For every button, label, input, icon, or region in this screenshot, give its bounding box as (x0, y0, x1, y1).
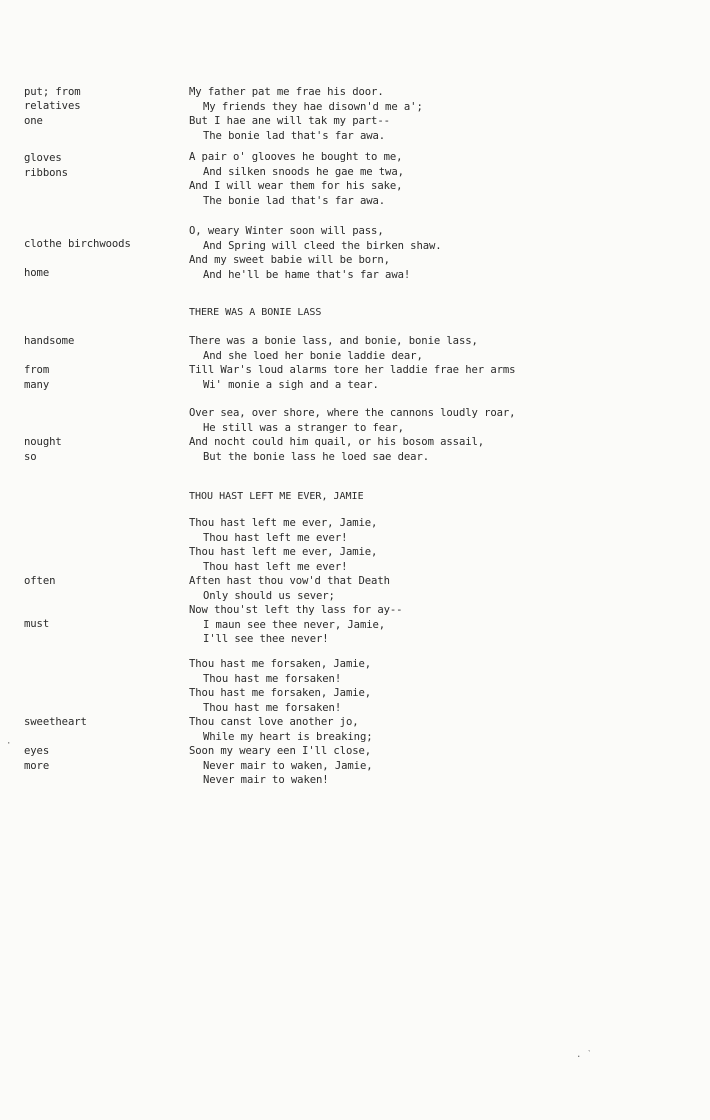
verse-line: And I will wear them for his sake, (189, 180, 403, 192)
gloss-word: one (24, 115, 43, 127)
verse-line: And silken snoods he gae me twa, (203, 165, 404, 178)
verse-line: Thou hast me forsaken, Jamie, (189, 687, 372, 699)
verse-line: Never mair to waken! (203, 774, 329, 786)
verse-line: I maun see thee never, Jamie, (203, 618, 386, 631)
verse-line: My father pat me frae his door. (189, 86, 384, 98)
gloss-word: many (24, 379, 50, 391)
verse-line: A pair o' glooves he bought to me, (189, 151, 403, 163)
verse-line: There was a bonie lass, and bonie, bonie lass, (189, 335, 478, 347)
section-title: THERE WAS A BONIE LASS (189, 307, 322, 318)
verse-line: Thou hast left me ever! (203, 560, 348, 573)
gloss-word: sweetheart (24, 716, 87, 728)
verse-line: Only should us sever; (203, 589, 335, 602)
stray-mark: . ˋ (576, 1050, 593, 1060)
verse-line: And Spring will cleed the birken shaw. (203, 239, 442, 252)
gloss-word: so (24, 451, 37, 463)
verse-line: Thou hast left me ever! (203, 531, 348, 544)
verse-line: Till War's loud alarms tore her laddie frae her arms (189, 364, 516, 376)
verse-line: And he'll be hame that's far awa! (203, 268, 411, 281)
verse-line: Over sea, over shore, where the cannons loudly roar, (189, 407, 516, 419)
section-title: THOU HAST LEFT ME EVER, JAMIE (189, 491, 364, 502)
gloss-word: nought (24, 436, 62, 448)
verse-line: But the bonie lass he loed sae dear. (203, 450, 430, 463)
verse-line: I'll see thee never! (203, 633, 329, 645)
verse-line: He still was a stranger to fear, (203, 421, 404, 434)
verse-line: And she loed her bonie laddie dear, (203, 349, 423, 362)
gloss-word: clothe birchwoods (24, 238, 131, 250)
verse-line: The bonie lad that's far awa. (203, 194, 386, 207)
verse-line: And nocht could him quail, or his bosom assail, (189, 436, 485, 448)
gloss-word: more (24, 760, 50, 772)
gloss-word: relatives (24, 100, 81, 112)
verse-line: While my heart is breaking; (203, 730, 373, 743)
verse-line: But I hae ane will tak my part-- (189, 115, 390, 127)
verse-line: The bonie lad that's far awa. (203, 129, 386, 142)
verse-line: Aften hast thou vow'd that Death (189, 575, 390, 587)
verse-line: Now thou'st left thy lass for ay-- (189, 604, 403, 616)
gloss-word: gloves (24, 152, 62, 164)
gloss-word: must (24, 618, 50, 630)
gloss-word: from (24, 364, 50, 376)
verse-line: Wi' monie a sigh and a tear. (203, 378, 379, 391)
verse-line: Thou hast me forsaken! (203, 701, 342, 714)
gloss-word: ribbons (24, 167, 68, 179)
gloss-word: home (24, 267, 50, 279)
verse-line: Thou hast me forsaken, Jamie, (189, 658, 372, 670)
stray-mark: · (6, 739, 12, 749)
verse-line: Never mair to waken, Jamie, (203, 759, 373, 772)
verse-line: O, weary Winter soon will pass, (189, 225, 384, 237)
gloss-word: handsome (24, 335, 75, 347)
gloss-word: eyes (24, 745, 50, 757)
gloss-word: often (24, 575, 56, 587)
gloss-word: put; from (24, 86, 81, 98)
verse-line: My friends they hae disown'd me a'; (203, 100, 423, 113)
verse-line: Thou hast left me ever, Jamie, (189, 546, 378, 558)
verse-line: Soon my weary een I'll close, (189, 745, 372, 757)
verse-line: Thou hast left me ever, Jamie, (189, 517, 378, 529)
verse-line: And my sweet babie will be born, (189, 254, 390, 266)
verse-line: Thou canst love another jo, (189, 716, 359, 728)
verse-line: Thou hast me forsaken! (203, 672, 342, 685)
